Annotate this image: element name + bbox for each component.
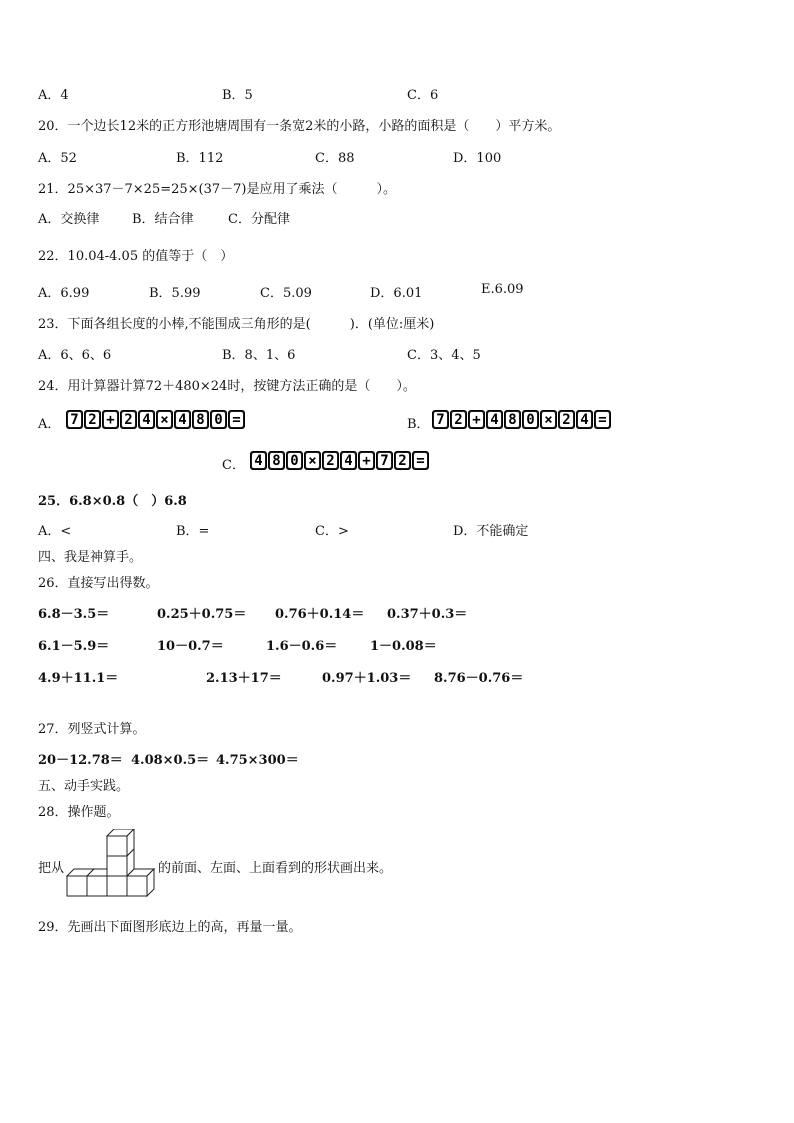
calculator-key — [376, 451, 393, 470]
q24-stem: 24．用计算器计算72＋480×24时，按键方法正确的是（ ）。 — [38, 379, 416, 394]
q21-option-a: A．交换律 — [38, 212, 100, 227]
key-label: 2 — [122, 412, 135, 427]
q23-option-b: B．8、1、6 — [222, 348, 296, 363]
key-label: 4 — [140, 412, 153, 427]
calculator-key — [432, 410, 449, 429]
calculator-key — [468, 410, 485, 429]
calculator-key — [486, 410, 503, 429]
q21-stem: 21．25×37－7×25=25×(37－7)是应用了乘法（ ）。 — [38, 182, 397, 197]
q26-r3-c1: 4.9＋11.1＝ — [38, 671, 119, 686]
key-label: + — [104, 412, 117, 427]
calculator-key — [66, 410, 83, 429]
q26-r3-c2: 2.13＋17＝ — [206, 671, 282, 686]
q21-option-b: B．结合律 — [132, 212, 194, 227]
key-label: 8 — [194, 412, 207, 427]
section-4-heading: 四、我是神算手。 — [38, 550, 143, 565]
key-label: 7 — [68, 412, 81, 427]
calculator-key — [174, 410, 191, 429]
calculator-key — [84, 410, 101, 429]
q20-option-d: D．100 — [453, 151, 502, 166]
calculator-key — [540, 410, 557, 429]
calculator-key — [358, 451, 375, 470]
key-label: 2 — [560, 412, 573, 427]
key-label: = — [414, 453, 427, 468]
q22-option-c: C．5.09 — [260, 286, 312, 301]
key-label: 7 — [434, 412, 447, 427]
calculator-key — [192, 410, 209, 429]
q26-r2-c2: 10－0.7＝ — [157, 639, 224, 654]
q22-option-a: A．6.99 — [38, 286, 90, 301]
q28-text-after: 的前面、左面、上面看到的形状画出来。 — [158, 861, 393, 876]
section-5-heading: 五、动手实践。 — [38, 779, 130, 794]
calculator-key — [268, 451, 285, 470]
q22-option-e: E.6.09 — [481, 282, 524, 297]
key-label: + — [470, 412, 483, 427]
q26-stem: 26．直接写出得数。 — [38, 576, 159, 591]
key-label: 2 — [324, 453, 337, 468]
key-label: 2 — [86, 412, 99, 427]
key-label: 4 — [488, 412, 501, 427]
q29-stem: 29．先画出下面图形底边上的高，再量一量。 — [38, 920, 302, 935]
q20-stem: 20．一个边长12米的正方形池塘周围有一条宽2米的小路，小路的面积是（ ）平方米。 — [38, 119, 561, 134]
key-label: × — [306, 453, 319, 468]
key-label: = — [596, 412, 609, 427]
key-label: × — [542, 412, 555, 427]
calculator-key — [522, 410, 539, 429]
calculator-key — [340, 451, 357, 470]
q26-r2-c3: 1.6－0.6＝ — [266, 639, 338, 654]
q22-option-b: B．5.99 — [149, 286, 201, 301]
q25-option-b: B．= — [176, 524, 210, 539]
calculator-key — [558, 410, 575, 429]
key-label: × — [158, 412, 171, 427]
q27-item-3: 4.75×300＝ — [216, 753, 299, 768]
key-label: 2 — [452, 412, 465, 427]
q19-option-c: C．6 — [407, 88, 439, 103]
q26-r1-c1: 6.8－3.5＝ — [38, 607, 110, 622]
key-label: 0 — [288, 453, 301, 468]
calculator-key — [594, 410, 611, 429]
calculator-key — [138, 410, 155, 429]
q25-option-d: D．不能确定 — [453, 524, 529, 539]
q27-item-2: 4.08×0.5＝ — [131, 753, 210, 768]
q26-r1-c4: 0.37＋0.3＝ — [387, 607, 468, 622]
q27-item-1: 20－12.78＝ — [38, 753, 123, 768]
calculator-key — [576, 410, 593, 429]
q20-option-c: C．88 — [315, 151, 355, 166]
calculator-key — [322, 451, 339, 470]
q26-r2-c1: 6.1－5.9＝ — [38, 639, 110, 654]
calculator-key — [250, 451, 267, 470]
q24-option-b-keys — [432, 410, 611, 429]
key-label: 0 — [212, 412, 225, 427]
q26-r3-c3: 0.97＋1.03＝ — [322, 671, 412, 686]
q24-option-a-keys — [66, 410, 245, 429]
q26-r1-c3: 0.76＋0.14＝ — [275, 607, 365, 622]
key-label: + — [360, 453, 373, 468]
calculator-key — [120, 410, 137, 429]
q20-option-b: B．112 — [176, 151, 224, 166]
q24-option-c-label: C． — [222, 458, 245, 473]
key-label: = — [230, 412, 243, 427]
q22-stem: 22．10.04-4.05 的值等于（ ） — [38, 249, 234, 264]
calculator-key — [210, 410, 227, 429]
q19-option-b: B．5 — [222, 88, 253, 103]
key-label: 4 — [342, 453, 355, 468]
q25-option-c: C．> — [315, 524, 349, 539]
key-label: 4 — [252, 453, 265, 468]
q24-option-a-label: A． — [38, 417, 61, 432]
q28-text-before: 把从 — [38, 861, 65, 876]
calculator-key — [394, 451, 411, 470]
q19-option-a: A．4 — [38, 88, 69, 103]
key-label: 0 — [524, 412, 537, 427]
key-label: 8 — [506, 412, 519, 427]
calculator-key — [102, 410, 119, 429]
calculator-key — [304, 451, 321, 470]
key-label: 2 — [396, 453, 409, 468]
q25-option-a: A．< — [38, 524, 72, 539]
q26-r3-c4: 8.76－0.76＝ — [434, 671, 524, 686]
calculator-key — [412, 451, 429, 470]
calculator-key — [504, 410, 521, 429]
calculator-key — [228, 410, 245, 429]
q21-option-c: C．分配律 — [228, 212, 290, 227]
calculator-key — [450, 410, 467, 429]
key-label: 7 — [378, 453, 391, 468]
q24-option-c-keys — [250, 451, 429, 470]
q26-r2-c4: 1－0.08＝ — [370, 639, 437, 654]
calculator-key — [156, 410, 173, 429]
q23-stem: 23．下面各组长度的小棒,不能围成三角形的是( )．(单位:厘米) — [38, 317, 435, 332]
cube-stack-figure — [66, 829, 156, 899]
q23-option-a: A．6、6、6 — [38, 348, 112, 363]
q25-stem: 25．6.8×0.8（ ）6.8 — [38, 494, 187, 509]
key-label: 4 — [578, 412, 591, 427]
q26-r1-c2: 0.25＋0.75＝ — [157, 607, 247, 622]
q27-stem: 27．列竖式计算。 — [38, 722, 146, 737]
q20-option-a: A．52 — [38, 151, 77, 166]
q24-option-b-label: B． — [407, 417, 430, 432]
q22-option-d: D．6.01 — [370, 286, 423, 301]
q23-option-c: C．3、4、5 — [407, 348, 481, 363]
key-label: 4 — [176, 412, 189, 427]
calculator-key — [286, 451, 303, 470]
q28-stem: 28．操作题。 — [38, 805, 120, 820]
key-label: 8 — [270, 453, 283, 468]
